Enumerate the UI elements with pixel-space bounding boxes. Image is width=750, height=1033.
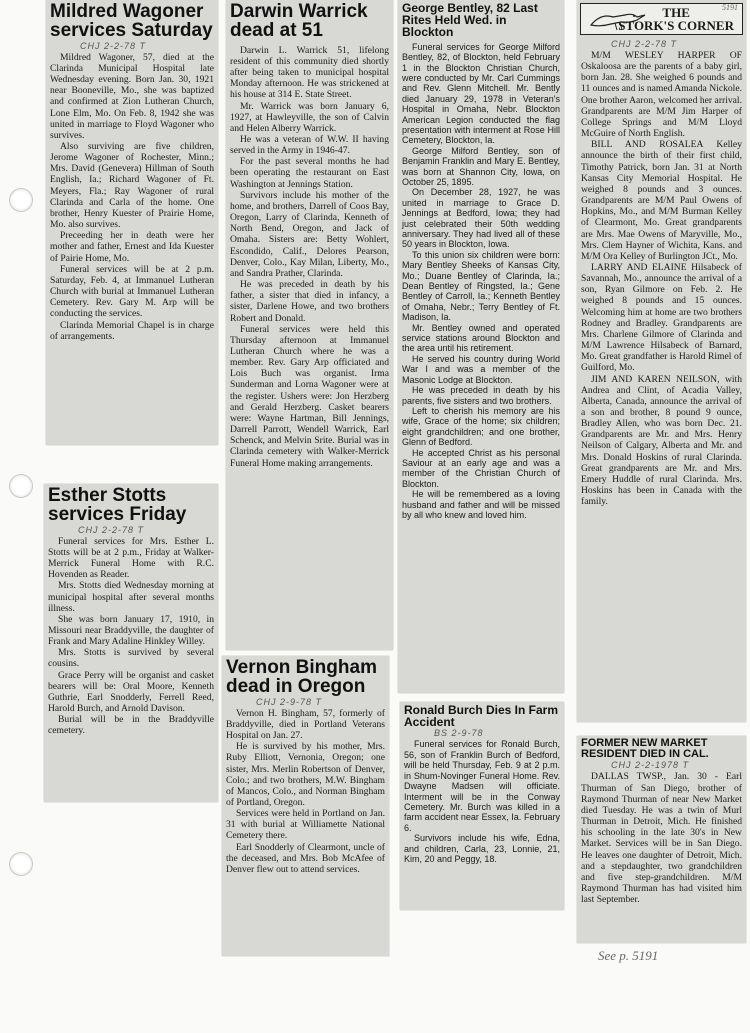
article-body-bentley [402,42,560,521]
paragraph: Clarinda Memorial Chapel is in charge of arrangements. [50,319,214,342]
article-body-stotts [48,536,214,737]
article-body-burch [404,739,560,864]
paragraph: Grace Perry will be organist and casket bearers will be: Oral Moore, Kenneth Guthrie, Earl Snodderly, Ferrell Reed, Harold Burch, and Arnold Davison. [48,669,214,715]
paragraph: George Milford Bentley, son of Benjamin Franklin and Mary E. Bentley, was born at Shannon City, Iowa, on October 25, 1895. [402,145,560,187]
page-number: 5191 [722,3,738,12]
paragraph: Services were held in Portland on Jan. 31 with burial at Williamette National Cemetery there. [226,808,385,842]
paragraph: Survivors include his wife, Edna, and children, Carla, 23, Lonnie, 21, Kim, 20 and Peggy, 18. [404,833,560,864]
paragraph: He is survived by his mother, Mrs. Ruby Elliott, Vernonia, Oregon; one sister, Mrs. Merlin Robertson of Denver, Colo.; and two brothers, M.W. Bingham of Mancos, Colo., and Norman Bingham of Portland, Oregon. [226,741,385,808]
paragraph: BILL AND ROSALEA Kelley announce the birth of their first child, Timothy Patrick, born Jan. 31 at North Kansas City Memorial Hospital. He weighed 8 pounds and 3 ounces. Grandparents are M/M Paul Owens of Hopkins, Mo., and M/M Burman Kelley of Clearmont, Mo. Great grandparents are Mrs. Mae Owens of Maryville, Mo., Mrs. Clem Hayner of Wichita, Kans. and M/M Ora Kelley of Burlington JCt., Mo. [581,139,742,262]
paragraph: Mr. Warrick was born January 6, 1927, at Hawleyville, the son of Calvin and Helen Alberry Warrick. [230,100,389,134]
headline-wagoner: Mildred Wagoner services Saturday [50,1,213,42]
paragraph: To this union six children were born: Mary Bentley Sheeks of Kansas City, Mo.; Duane Bentley of Clarinda, Ia.; Dean Bentley of Ringsted, Ia.; Gene Bentley of Carroll, Ia.; Kenneth Bentley of Omaha, Nebr.; Terry Bentley of Ft. Madison, Ia. [402,249,560,323]
paragraph: Preceeding her in death were her mother and father, Ernest and Ida Kuester of Pairie Home, Mo. [50,230,214,264]
paragraph: LARRY AND ELAINE Hilsabeck of Savannah, Mo., announce the arrival of a son, Ryan Gilmore on Feb. 2. He weighed 8 pounds and 15 ounces. Welcoming him at home are two brothers Rodney and Bradley. Grandparents are Mrs. Charlene Gilmore of Clarinda and M/M Lawrence Hilsabeck of Barnard, Mo. Great grandfather is Harold Rimel of Guilford, Mo. [581,261,742,374]
date-stamp: CHJ 2-9-78 T [256,696,323,707]
date-stamp: CHJ 2-2-78 T [78,524,145,535]
headline-burch: Ronald Burch Dies In Farm Accident [404,703,559,730]
paragraph: Funeral services will be at 2 p.m. Saturday, Feb. 4, at Immanuel Lutheran Church with burial at Immanuel Lutheran Cemetery. Rev. Gary M. Arp will be conducting the services. [50,263,214,320]
paragraph: Also surviving are five children, Jerome Wagoner of Rochester, Minn.; Mrs. David (Genevera) Hillman of South English, Ia.; Richard Wagoner of Ft. Meyers, Fla.; Ray Wagoner of rural Clarinda and Carla of the home. One brother, Henry Kuester of Prairie Home, Mo. also survives. [50,141,214,231]
binder-hole [9,188,33,212]
clipping-stotts [44,484,218,802]
paragraph: Vernon H. Bingham, 57, formerly of Braddyville, died in Portland Veterans Hospital on Jan. 27. [226,707,385,742]
paragraph: He was a veteran of W.W. II having served in the Army in 1946-47. [230,134,389,157]
paragraph: M/M WESLEY HARPER OF Oskaloosa are the parents of a baby girl, born Jan. 28. She weighed 6 pounds and 11 ounces and is named Amanda Nickole. One brother Aaron, welcomed her arrival. Grandparents are M/M Jim Harper of College Springs and M/M Lloyd McGuire of North English. [581,50,742,140]
clipping-storks-corner [577,0,746,722]
clipping-bentley [398,0,564,693]
clipping-burch [400,702,564,910]
headline-thurman: FORMER NEW MARKET RESIDENT DIED IN CAL. [581,737,709,761]
handwritten-page-note: See p. 5191 [598,948,659,963]
paragraph: Earl Snodderly of Clearmont, uncle of the deceased, and Mrs. Bob McAfee of Denver flew out to attend services. [226,841,385,875]
binder-hole [9,852,33,876]
date-stamp: CHJ 2-2-78 T [80,40,147,51]
headline-bentley: George Bentley, 82 Last Rites Held Wed. in Blockton [402,1,538,40]
article-body-thurman [581,771,742,905]
paragraph: He accepted Christ as his personal Saviour at an early age and was a member of the Christian Church of Blockton. [402,447,560,489]
paragraph: On December 28, 1927, he was united in marriage to Grace D. Jennings at Bedford, Iowa; they had just celebrated their 50th wedding anniversary. They had lived all of these 50 years in Blockton, Iowa. [402,187,560,250]
storks-corner-banner [580,3,743,35]
clipping-wagoner [46,0,218,445]
paragraph: Left to cherish his memory are his wife, Grace of the home; six children; eight grandchildren; and one brother, Glenn of Bedford. [402,405,560,448]
headline-warrick: Darwin Warrick dead at 51 [230,1,368,42]
headline-stotts: Esther Stotts services Friday [48,485,187,526]
date-stamp: CHJ 2-2-78 T [611,39,678,49]
headline-bingham: Vernon Bingham dead in Oregon [226,657,377,698]
paragraph: He served his country during World War I and was a member of the Masonic Lodge at Blockton. [402,353,560,385]
storks-corner-title [618,6,734,32]
article-body-wagoner [50,52,214,342]
paragraph: He will be remembered as a loving husband and father and will be missed by all who knew and loved him. [402,489,560,520]
paragraph: Mrs. Stotts is survived by several cousins. [48,647,214,670]
clipping-thurman [577,736,746,943]
article-body-warrick [230,45,389,469]
paragraph: Funeral services were held this Thursday afternoon at Immanuel Lutheran Church where he was a member. Rev. Gary Arp officiated and Lois Buch was organist. Irma Sunderman and Lorna Wagoner were at the register. Ushers were: Jon Herzberg and Gerald Herzberg. Casket bearers were: Wayne Hartman, Bill Jennings, Darrell Parrott, Wendell Warrick, Earl Schenck, and Melvin Srite. Burial was in Clarinda cemetery with Walker-Merrick Funeral Home making arrangements. [230,323,389,469]
paragraph: JIM AND KAREN NEILSON, with Andrea and Clint, of Acadia Valley, Alberta, Canada, announce the arrival of a son and brother, 8 pound 9 ounce, Bradley Allen, who was born Dec. 21. Grandparents are Mr. and Mrs. Henry Neilson of Calgary, Alberta and Mr. and Mrs. Donald Hoskins of rural Clarinda. Great grandparents are Mr. and Mrs. Emery Huddle of rural Clarinda. Mrs. Hoskins has been in Canada with the family. [581,373,742,508]
paragraph: Funeral services for Mrs. Esther L. Stotts will be at 2 p.m., Friday at Walker-Merrick Funeral Home with R.C. Hovenden as Reader. [48,535,214,581]
paragraph: Survivors include his mother of the home, and brothers, Darrell of Coos Bay, Oregon, Larry of Clarinda, Kenneth of North Bend, Oregon, and Jack of Omaha. Sisters are: Betty Wohlert, Escondido, Calif., Delores Pearson, Denver, Colo., Kay Milan, Liberty, Mo., and Sandra Prather, Clarinda. [230,189,389,279]
paragraph: Mildred Wagoner, 57, died at the Clarinda Municipal Hospital late Wednesday evening. Born Jan. 30, 1921 near Booneville, Mo., she was baptized and confirmed at Zion Lutheran Church, Lone Elm, Mo. On Feb. 8, 1942 she was united in marriage to Floyd Wagoner who survives. [50,51,214,141]
paragraph: Mr. Bentley owned and operated service stations around Blockton and the area until his retirement. [402,322,560,354]
paragraph: He was preceded in death by his father, a sister that died in infancy, a sister, Darlene Howe, and two brothers Robert and Donald. [230,279,389,324]
paragraph: DALLAS TWSP., Jan. 30 - Earl Thurman of San Diego, brother of Raymond Thurman of near New Market died Tuesday. He was a twin of Murl Thurman in Detroit, Mich. He finished his schooling in the late 30's in New Market. Services will be in San Diego. He leaves one daughter of Detroit, Mich. and a stepdaughter, two grandchildren and five step-grandchildren. M/M Raymond Thurman has had visited him last September. [581,771,742,906]
date-stamp: BS 2-9-78 [434,728,484,739]
paragraph: She was born January 17, 1910, in Missouri near Braddyville, the daughter of Frank and Mary Adaline Hinkley Willey. [48,613,214,648]
clipping-warrick [226,0,393,650]
storks-corner-title-line: STORK'S CORNER [618,18,734,33]
article-body-bingham [226,708,385,875]
paragraph: Burial will be in the Braddyville cemetery. [48,714,214,737]
paragraph: For the past several months he had been operating the restaurant on East Washington at Jennings Station. [230,156,389,190]
paragraph: He was preceded in death by his parents, five sisters and two brothers. [402,385,560,406]
date-stamp: CHJ 2-2-1978 T [611,760,690,771]
paragraph: Funeral services for George Milford Bentley, 82, of Blockton, held February 1 in the Blockton Christian Church, were conducted by Mr. Carl Cummings and Rev. Glenn Mitchell. Mr. Bently died January 29, 1978 in Veteran's Hospital in Omaha, Nebr. Blockton American Legion conducted the flag presentation with interment at Rose Hill Cemetery, Blockton, Ia. [402,41,560,146]
article-body-storks [581,50,742,507]
paragraph: Funeral services for Ronald Burch, 56, son of Franklin Burch of Bedford, will be held Thursday, Feb. 9 at 2 p.m. in Shum-Novinger Funeral Home. Rev. Dwayne Madsen will officiate. Interment will be in the Conway Cemetery. Mr. Burch was killed in a farm accident near Essex, Ia. February 6. [404,739,560,833]
paragraph: Mrs. Stotts died Wednesday morning at municipal hospital after several months illness. [48,580,214,614]
binder-hole [9,474,33,498]
paragraph: Darwin L. Warrick 51, lifelong resident of this community died shortly after being taken to municipal hospital Monday afternoon. He was strickened at his house at 314 E. State Street. [230,44,389,101]
storks-corner-title-line: THE [662,5,690,20]
clipping-bingham [222,656,389,956]
